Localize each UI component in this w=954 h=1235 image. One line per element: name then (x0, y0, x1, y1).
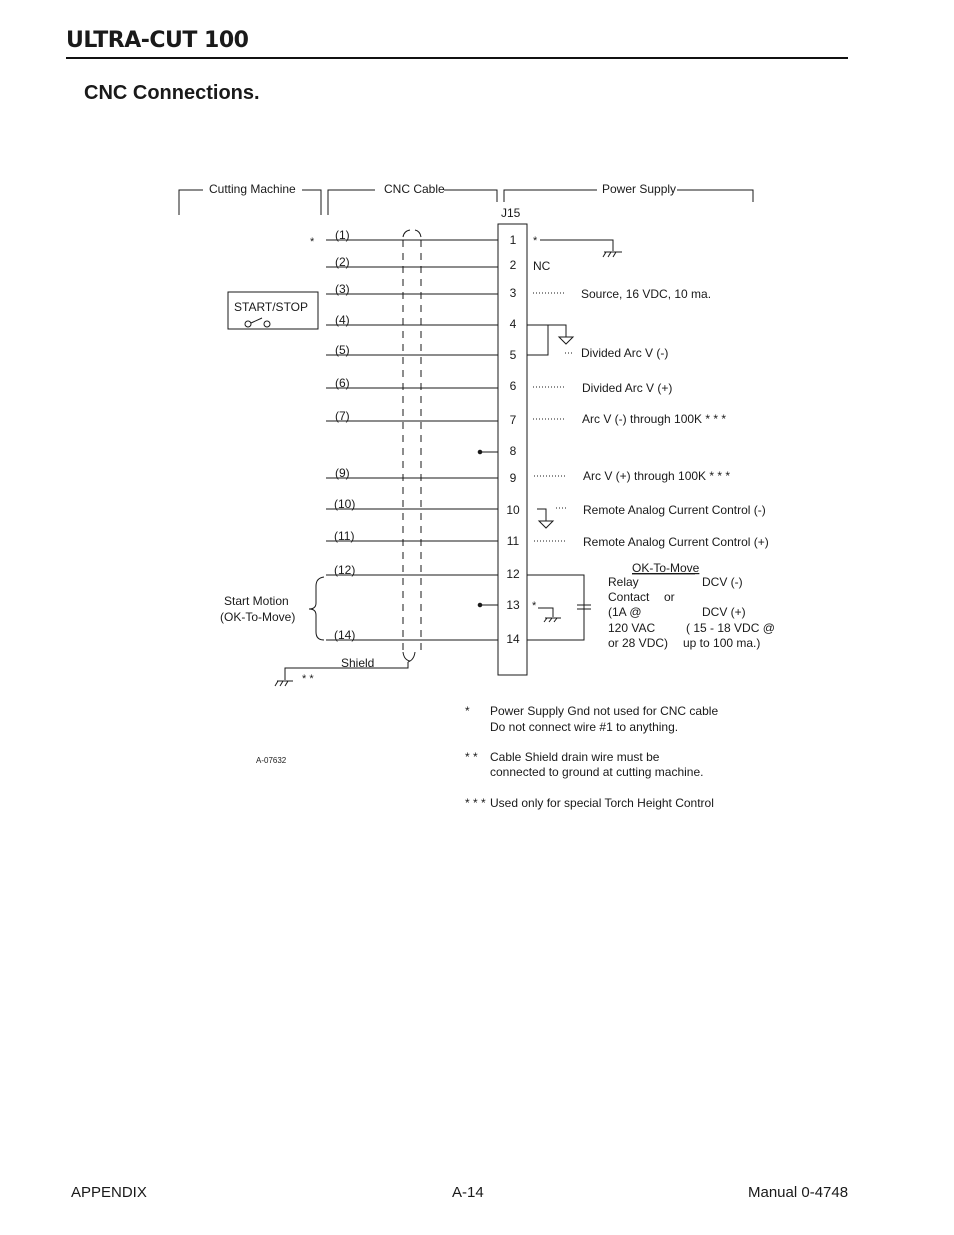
pin-number: 14 (506, 632, 520, 646)
wire-label: (5) (335, 343, 350, 357)
signal-remote-current-minus: Remote Analog Current Control (-) (583, 503, 766, 517)
wire-label: (9) (335, 466, 350, 480)
signal-divided-arc-minus: Divided Arc V (-) (581, 346, 669, 360)
wire-label: (1) (335, 228, 350, 242)
wire-label: (12) (334, 563, 356, 577)
drawing-id: A-07632 (256, 756, 287, 765)
switch-contact-right (264, 321, 270, 327)
pin-number: 9 (509, 471, 517, 485)
note-mark: * * * (465, 796, 486, 810)
pin-number: 12 (506, 567, 520, 581)
signal-divided-arc-plus: Divided Arc V (+) (582, 381, 673, 395)
note-text: connected to ground at cutting machine. (490, 765, 704, 779)
signal-arc-plus-100k: Arc V (+) through 100K * * * (583, 469, 731, 483)
pin-number: 13 (506, 598, 520, 612)
connector-label: J15 (501, 206, 521, 220)
signal-arc-minus-100k: Arc V (-) through 100K * * * (582, 412, 727, 426)
pin-number: 4 (509, 317, 517, 331)
footer-page-number: A-14 (452, 1184, 484, 1201)
dcv-minus-label: DCV (-) (702, 575, 743, 589)
nc-label: NC (533, 259, 551, 273)
wire-label: (14) (334, 628, 356, 642)
start-stop-label: START/STOP (234, 300, 309, 314)
brand-title: ULTRA-CUT 100 (66, 28, 249, 53)
range-line2: up to 100 ma.) (683, 636, 761, 650)
section-cutting-machine: Cutting Machine (209, 182, 296, 196)
switch-contact-left (245, 321, 251, 327)
pin8-dot (478, 450, 482, 454)
section-cnc-cable: CNC Cable (384, 182, 445, 196)
note-mark: * * (465, 750, 478, 764)
wire-label: (11) (334, 529, 355, 543)
ok-to-move-label: (OK-To-Move) (220, 610, 296, 624)
start-motion-label: Start Motion (224, 594, 289, 608)
pin-number: 10 (506, 503, 520, 517)
pin-number: 11 (506, 534, 520, 548)
pin1-star-mark: * (533, 235, 538, 247)
contact-label: Contact (608, 590, 650, 604)
supply-bracket-left (504, 190, 597, 202)
signal-remote-current-plus: Remote Analog Current Control (+) (583, 535, 769, 549)
cable-bracket-right (444, 190, 497, 202)
shield-star-mark: * * (302, 673, 314, 685)
pin-number: 1 (509, 233, 517, 247)
page-title: CNC Connections. (84, 82, 260, 104)
note-text: Power Supply Gnd not used for CNC cable (490, 704, 719, 718)
pin-number: 6 (509, 379, 517, 393)
wire-label: (2) (335, 255, 350, 269)
relay-label: Relay (608, 575, 639, 589)
wire1-star-mark: * (310, 236, 315, 248)
or-label: or (664, 590, 675, 604)
footer-manual-number: Manual 0-4748 (748, 1184, 849, 1201)
rating-line1: (1A @ (608, 605, 642, 619)
range-line1: ( 15 - 18 VDC @ (686, 621, 775, 635)
signal-source: Source, 16 VDC, 10 ma. (581, 287, 712, 301)
cable-bracket-left (328, 190, 375, 215)
supply-bracket-right (677, 190, 753, 202)
note-text: Do not connect wire #1 to anything. (490, 720, 679, 734)
rating-line3: or 28 VDC) (608, 636, 669, 650)
wire-label: (3) (335, 282, 350, 296)
machine-bracket-right (302, 190, 321, 215)
pin-number: 3 (509, 286, 517, 300)
pin-number: 8 (509, 444, 517, 458)
wire-label: (4) (335, 313, 350, 327)
machine-bracket-left (179, 190, 203, 215)
shield-label: Shield (341, 656, 375, 670)
dcv-plus-label: DCV (+) (702, 605, 746, 619)
section-power-supply: Power Supply (602, 182, 677, 196)
pin13-star-mark: * (532, 600, 537, 612)
wire-label: (10) (334, 497, 356, 511)
pin-number: 7 (509, 413, 517, 427)
pin-number: 5 (509, 348, 517, 362)
wire-label: (6) (335, 376, 350, 390)
wire-label: (7) (335, 409, 350, 423)
ok-to-move-title: OK-To-Move (632, 561, 700, 575)
pin-number: 2 (509, 258, 517, 272)
pin13-dot (478, 603, 482, 607)
footer-section: APPENDIX (71, 1184, 147, 1201)
note-text: Used only for special Torch Height Control (490, 796, 714, 810)
note-text: Cable Shield drain wire must be (490, 750, 660, 764)
note-mark: * (465, 704, 470, 718)
rating-line2: 120 VAC (608, 621, 656, 635)
